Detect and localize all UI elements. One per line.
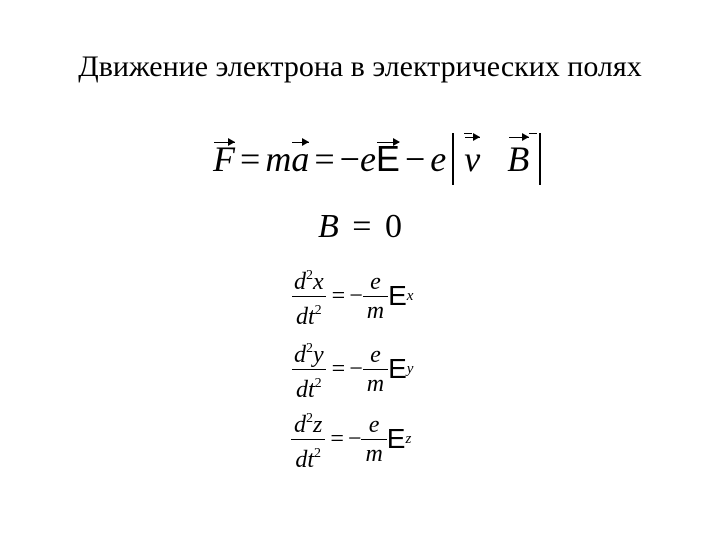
- charge-symbol: e: [368, 411, 380, 438]
- equals-sign: =: [314, 139, 335, 179]
- power-2: 2: [314, 375, 322, 391]
- zero-value: 0: [384, 208, 402, 245]
- mass-symbol: m: [361, 439, 386, 466]
- variable-y: y: [313, 341, 324, 368]
- magnetic-field-symbol: B: [318, 208, 339, 245]
- charge-mass-fraction: [361, 413, 386, 466]
- second-derivative-fraction: [290, 337, 328, 402]
- force-equation: [213, 134, 541, 184]
- charge-symbol: e: [370, 341, 381, 368]
- minus-sign: −: [349, 355, 363, 382]
- dt-symbol: dt: [295, 446, 314, 473]
- minus-sign: −: [349, 282, 363, 309]
- mass-symbol: m: [363, 369, 388, 396]
- y-component-equation: [290, 339, 414, 403]
- mass-symbol: m: [265, 139, 292, 179]
- d-symbol: d: [294, 341, 306, 368]
- equals-sign: =: [330, 425, 344, 452]
- slide-title: Движение электрона в электрических полях: [78, 50, 642, 83]
- dt-symbol: dt: [295, 376, 315, 403]
- power-2: 2: [314, 302, 322, 318]
- power-2: 2: [306, 267, 313, 283]
- variable-x: x: [313, 268, 324, 295]
- equals-sign: =: [240, 139, 261, 179]
- second-derivative-fraction: [290, 407, 326, 472]
- magnetic-field-vector: B: [507, 133, 529, 185]
- b-zero-equation: [318, 208, 402, 246]
- electric-field-vector: E: [375, 138, 400, 179]
- z-component-equation: [290, 409, 412, 473]
- equals-sign: =: [331, 355, 346, 382]
- mass-symbol: m: [363, 296, 388, 323]
- charge-symbol: e: [430, 139, 447, 179]
- power-2: 2: [314, 445, 321, 461]
- charge-symbol: e: [359, 139, 376, 179]
- power-2: 2: [306, 340, 313, 356]
- equals-sign: =: [352, 208, 372, 245]
- variable-z: z: [313, 411, 323, 438]
- power-2: 2: [306, 410, 313, 426]
- charge-mass-fraction: [363, 270, 388, 323]
- minus-sign: −: [347, 425, 362, 452]
- x-component-equation: [290, 266, 414, 330]
- field-subscript: y: [406, 360, 414, 377]
- velocity-vector: v: [464, 133, 480, 185]
- field-symbol: E: [388, 353, 407, 384]
- d-symbol: d: [294, 268, 306, 295]
- equals-sign: =: [331, 282, 346, 309]
- minus-sign: −: [404, 139, 426, 179]
- field-symbol: E: [388, 280, 407, 311]
- charge-mass-fraction: [363, 343, 388, 396]
- d-symbol: d: [294, 411, 306, 438]
- cross-product-bracket: [452, 133, 541, 185]
- charge-symbol: e: [370, 268, 381, 295]
- dt-symbol: dt: [295, 303, 315, 330]
- force-vector: F: [213, 139, 235, 179]
- field-subscript: x: [406, 287, 414, 304]
- minus-sign: −: [339, 139, 360, 179]
- field-subscript: z: [405, 430, 412, 447]
- second-derivative-fraction: [290, 264, 328, 329]
- acceleration-vector: a: [291, 139, 310, 179]
- field-symbol: E: [386, 423, 406, 454]
